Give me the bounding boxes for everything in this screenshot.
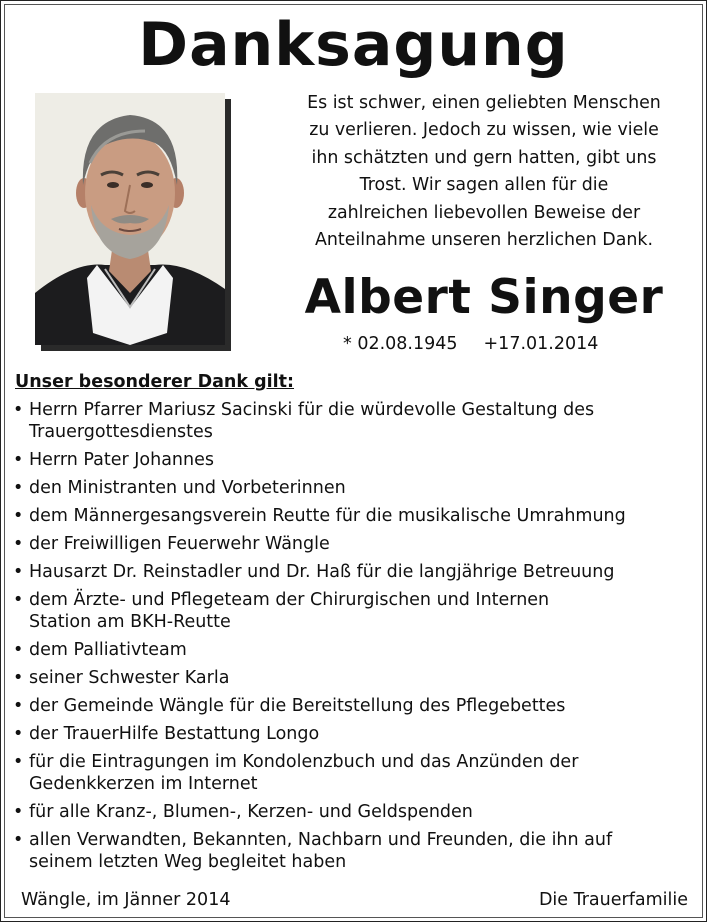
bullet-icon: •: [13, 802, 24, 822]
thanks-heading: Unser besonderer Dank gilt:: [15, 372, 295, 392]
bullet-icon: •: [13, 752, 24, 772]
bullet-icon: •: [13, 534, 24, 554]
bullet-icon: •: [13, 696, 24, 716]
thanks-item: [11, 751, 695, 795]
bullet-icon: •: [13, 830, 24, 850]
death-date: +17.01.2014: [483, 334, 599, 354]
thanks-item-line: Gedenkkerzen im Internet: [29, 774, 258, 794]
page-title: Danksagung: [138, 10, 569, 80]
bullet-icon: •: [13, 562, 24, 582]
portrait-photo: [35, 93, 225, 345]
thanks-item: [11, 505, 695, 527]
bullet-icon: •: [13, 668, 24, 688]
thanks-item-line: Trauergottesdienstes: [29, 422, 213, 442]
thanks-item-line: der Freiwilligen Feuerwehr Wängle: [29, 534, 330, 554]
thanks-item-line: der TrauerHilfe Bestattung Longo: [29, 724, 320, 744]
bullet-icon: •: [13, 400, 24, 420]
place-date: Wängle, im Jänner 2014: [21, 890, 231, 910]
bullet-icon: •: [13, 478, 24, 498]
thanks-item-line: Hausarzt Dr. Reinstadler und Dr. Haß für die langjährige Betreuung: [29, 562, 615, 582]
thanks-item: [11, 533, 695, 555]
thanks-item-line: der Gemeinde Wängle für die Bereitstellung des Pflegebettes: [29, 696, 566, 716]
thanks-item: [11, 801, 695, 823]
thanks-item-line: seiner Schwester Karla: [29, 668, 230, 688]
thanks-item: [11, 561, 695, 583]
thanks-item-line: Station am BKH-Reutte: [29, 612, 231, 632]
thanks-item: [11, 399, 695, 443]
intro-line: zahlreichen liebevollen Beweise der: [327, 202, 641, 223]
thanks-item-line: für alle Kranz-, Blumen-, Kerzen- und Geldspenden: [29, 802, 473, 822]
thanks-item-line: allen Verwandten, Bekannten, Nachbarn und Freunden, die ihn auf: [29, 830, 613, 850]
thanks-item-line: seinem letzten Weg begleitet haben: [29, 852, 347, 872]
intro-line: Es ist schwer, einen geliebten Menschen: [307, 93, 661, 113]
intro-text: [273, 90, 695, 254]
portrait-image: [35, 93, 225, 345]
thanks-item-line: für die Eintragungen im Kondolenzbuch und das Anzünden der: [29, 752, 579, 772]
thanks-item-line: Herrn Pfarrer Mariusz Sacinski für die würdevolle Gestaltung des: [29, 400, 595, 420]
intro-line: Anteilnahme unseren herzlichen Dank.: [315, 230, 653, 251]
thanks-item: [11, 449, 695, 471]
thanks-item: [11, 589, 695, 633]
intro-line: zu verlieren. Jedoch zu wissen, wie viele: [309, 120, 659, 141]
thanks-item-line: dem Männergesangsverein Reutte für die musikalische Umrahmung: [29, 506, 626, 526]
family-signature: Die Trauerfamilie: [538, 890, 688, 910]
thanks-item-line: Herrn Pater Johannes: [29, 450, 214, 470]
thanks-item: [11, 477, 695, 499]
thanks-item-line: den Ministranten und Vorbeterinnen: [29, 478, 346, 498]
thanks-item: [11, 723, 695, 745]
deceased-name: Albert Singer: [304, 270, 664, 325]
life-dates: [343, 331, 598, 357]
thanks-item: [11, 667, 695, 689]
thanks-item: [11, 695, 695, 717]
birth-date: * 02.08.1945: [343, 334, 458, 354]
bullet-icon: •: [13, 450, 24, 470]
bullet-icon: •: [13, 724, 24, 744]
thanks-item-line: dem Palliativteam: [29, 640, 187, 660]
intro-line: ihn schätzten und gern hatten, gibt uns: [311, 147, 657, 168]
intro-line: Trost. Wir sagen allen für die: [359, 175, 609, 196]
bullet-icon: •: [13, 640, 24, 660]
bullet-icon: •: [13, 506, 24, 526]
thanks-item: [11, 639, 695, 661]
bullet-icon: •: [13, 590, 24, 610]
thanks-list: [11, 399, 695, 879]
thanks-item-line: dem Ärzte- und Pflegeteam der Chirurgischen und Internen: [29, 590, 550, 610]
thanks-item: [11, 829, 695, 873]
